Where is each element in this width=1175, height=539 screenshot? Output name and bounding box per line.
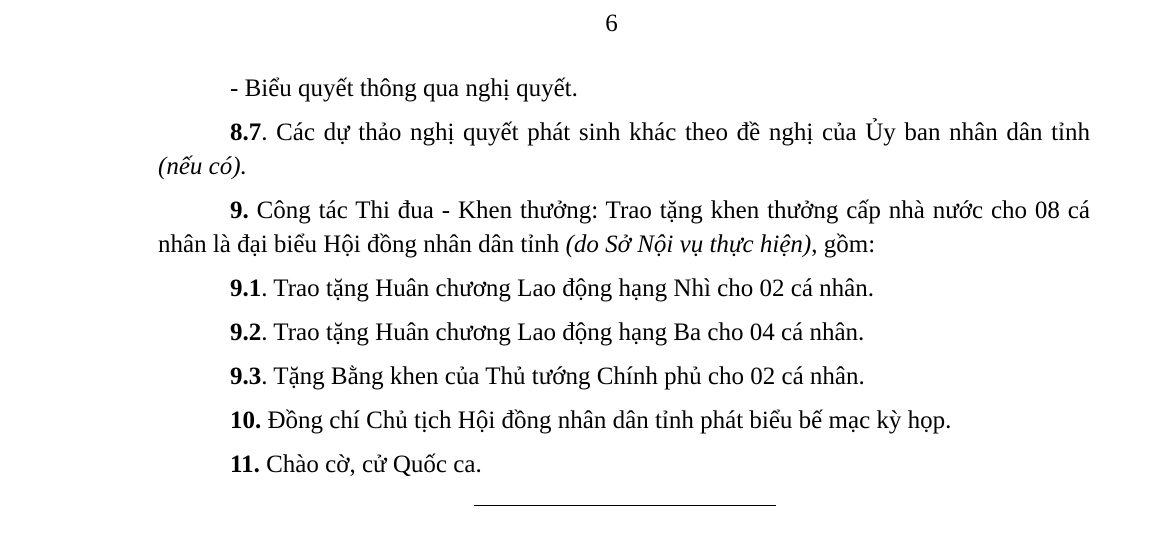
document-body	[158, 72, 1090, 482]
item-text: . Trao tặng Huân chương Lao động hạng Nhì cho 02 cá nhân.	[261, 275, 875, 302]
item-text: Đồng chí Chủ tịch Hội đồng nhân dân tỉnh phát biểu bế mạc kỳ họp.	[261, 407, 952, 434]
item-vote: - Biểu quyết thông qua nghị quyết.	[230, 75, 578, 102]
item-8-7	[158, 116, 1090, 184]
item-number: 9.1	[230, 275, 262, 302]
item-number: 10.	[230, 407, 262, 434]
item-number: 9.3	[230, 363, 262, 390]
item-number: 9.2	[230, 319, 262, 346]
item-number: 9.	[230, 197, 249, 224]
item-11	[158, 448, 1090, 482]
item-number: 11.	[230, 451, 260, 478]
item-text: Công tác Thi đua - Khen thưởng: Trao tặng khen thưởng cấp nhà nước cho 08 cá nhân là đại biểu Hội đồng nhân dân tỉnh	[158, 197, 1090, 258]
item-text: . Các dự thảo nghị quyết phát sinh khác theo đề nghị của Ủy ban nhân dân tỉnh	[261, 119, 1090, 146]
item-text: . Tặng Bằng khen của Thủ tướng Chính phủ cho 02 cá nhân.	[261, 363, 865, 390]
item-note: (do Sở Nội vụ thực hiện)	[565, 231, 812, 258]
item-note: (nếu có).	[158, 153, 247, 180]
item-10	[158, 404, 1090, 438]
page-number: 6	[605, 10, 618, 37]
item-text: . Trao tặng Huân chương Lao động hạng Ba cho 04 cá nhân.	[261, 319, 865, 346]
item-number: 8.7	[230, 119, 262, 146]
item-9-1	[158, 272, 1090, 306]
item-text: Chào cờ, cử Quốc ca.	[259, 451, 482, 478]
item-9-2	[158, 316, 1090, 350]
item-9	[158, 194, 1090, 262]
item-tail: , gồm:	[811, 231, 876, 258]
item-9-3	[158, 360, 1090, 394]
end-separator-line	[474, 505, 776, 506]
